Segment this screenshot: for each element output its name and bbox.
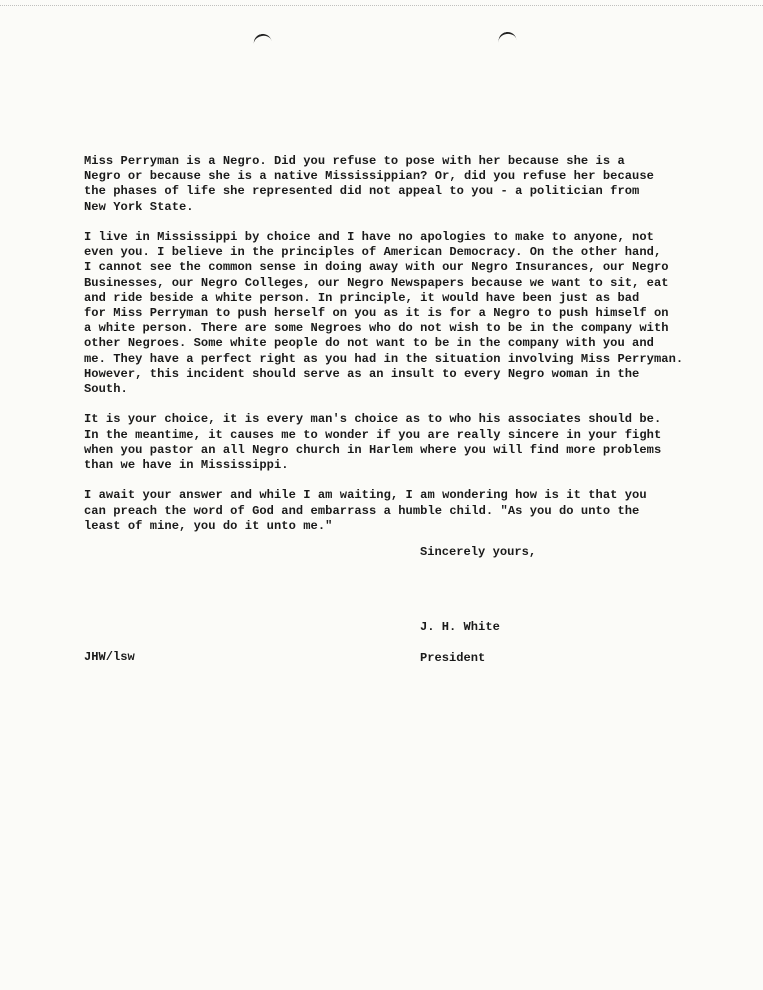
signature-block [420, 605, 500, 681]
typist-initials: JHW/lsw [84, 650, 135, 664]
paragraph-2: I live in Mississippi by choice and I have no apologies to make to anyone, not even you. I believe in the principles of American Democracy. On the other hand, I cannot see the common sense in doing away with our Negro Insurances, our Negro Businesses, our Negro Colleges, our Negro Newspapers because we want to sit, eat and ride beside a white person. In principle, it would have been just as bad for Miss Perryman to push herself on you as it is for a Negro to push himself on a white person. There are some Negroes who do not wish to be in the company with other Negroes. Some white people do not want to be in the company with you and me. They have a perfect right as you had in the situation involving Miss Perryman. However, this incident should serve as an insult to every Negro woman in the South. [84, 230, 684, 397]
signature-name: J. H. White [420, 620, 500, 635]
closing-salutation: Sincerely yours, [420, 545, 537, 559]
page-top-edge [0, 0, 763, 6]
letter-body [84, 154, 704, 549]
hole-punch-mark-right [497, 31, 516, 43]
paragraph-4: I await your answer and while I am waiting, I am wondering how is it that you can preach the word of God and embarrass a humble child. "As you do unto the least of mine, you do it unto me." [84, 488, 647, 533]
signature-title: President [420, 650, 486, 665]
paragraph-3: It is your choice, it is every man's choice as to who his associates should be. In the meantime, it causes me to wonder if you are really sincere in your fight when you pastor an all Negro church in Harlem where you will find more problems than we have in Mississippi. [84, 412, 662, 473]
paragraph-1: Miss Perryman is a Negro. Did you refuse to pose with her because she is a Negro or because she is a native Mississippian? Or, did you refuse her because the phases of life she represented did not appeal to you - a politician from New York State. [84, 154, 654, 214]
hole-punch-mark-left [252, 32, 272, 46]
